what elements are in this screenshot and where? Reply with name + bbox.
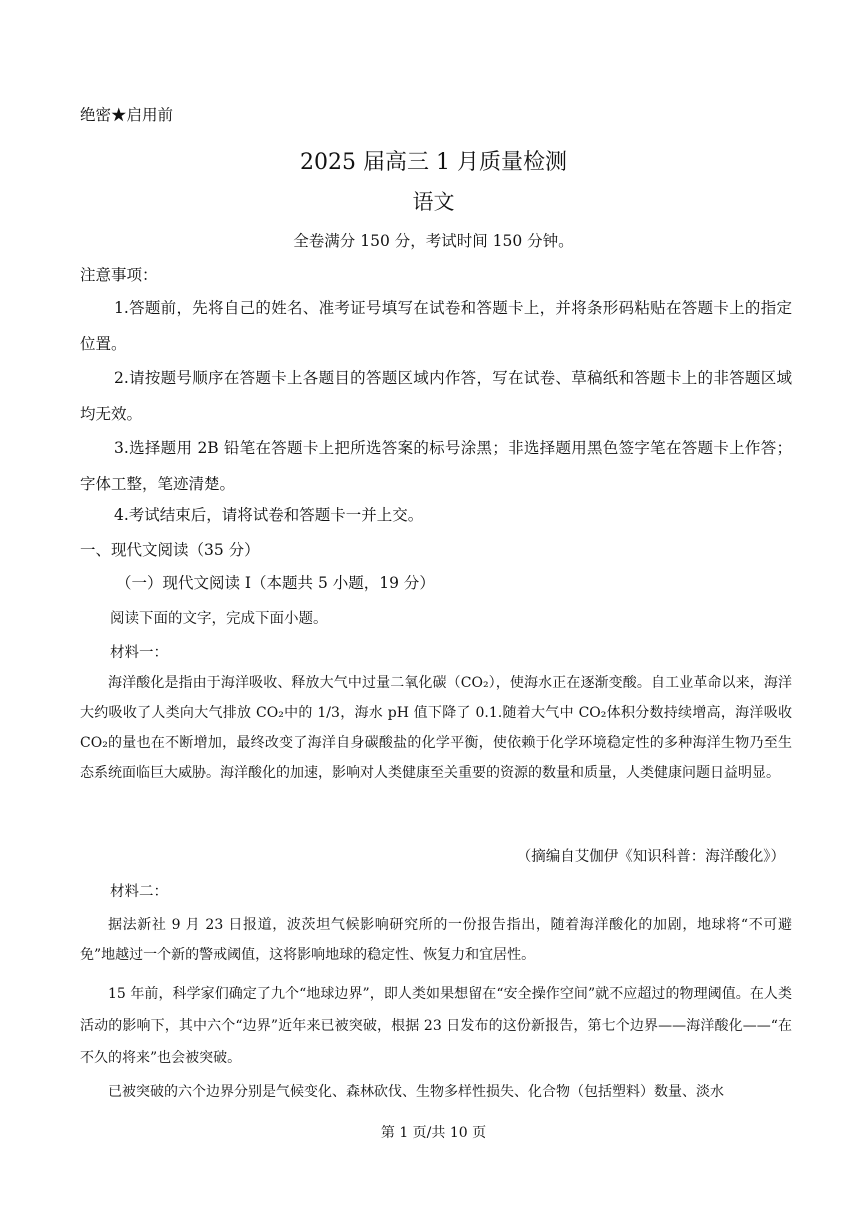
- notice-heading: 注意事项：: [80, 266, 158, 284]
- material2-paragraph: 据法新社 9 月 23 日报道，波茨坦气候影响研究所的一份报告指出，随着海洋酸化的加剧，地球将“不可避免”地越过一个新的警戒阈值，这将影响地球的稳定性、恢复力和宜居性。: [80, 917, 792, 963]
- notice-item: 2.请按题号顺序在答题卡上各题目的答题区域内作答，写在试卷、草稿纸和答题卡上的非答题区域均无效。: [80, 369, 792, 423]
- notice-item: 4.考试结束后，请将试卷和答题卡一并上交。: [114, 506, 424, 524]
- notice-item: 1.答题前，先将自己的姓名、准考证号填写在试卷和答题卡上，并将条形码粘贴在答题卡上的指定位置。: [80, 299, 792, 353]
- secret-label: 绝密★启用前: [80, 106, 174, 124]
- material1-text: 海洋酸化是指由于海洋吸收、释放大气中过量二氧化碳（CO₂），使海水正在逐渐变酸。自工业革命以来，海洋大约吸收了人类向大气排放 CO₂中的 1/3，海水 pH 值下降了 0.1.随着大气中 CO₂体积分数持续增高，海洋吸收 CO₂的量也在不断增加，最终改变了海洋自身碳酸盐的化学平衡，使依赖于化学环境稳定性的多种海洋生物乃至生态系统面临巨大威胁。海洋酸化的加速，影响对人类健康至关重要的资源的数量和质量，人类健康问题日益明显。: [80, 675, 792, 781]
- material2-paragraph: 已被突破的六个边界分别是气候变化、森林砍伐、生物多样性损失、化合物（包括塑料）数量、淡水: [108, 1084, 724, 1100]
- score-info: 全卷满分 150 分，考试时间 150 分钟。: [293, 232, 574, 250]
- instruction: 阅读下面的文字，完成下面小题。: [110, 611, 328, 627]
- material2-paragraph: 15 年前，科学家们确定了九个“地球边界”，即人类如果想留在“安全操作空间”就不应超过的物理阈值。在人类活动的影响下，其中六个“边界”近年来已被突破，根据 23 日发布的这份新报告，第七个边界——海洋酸化——“在不久的将来”也会被突破。: [80, 986, 792, 1066]
- notice-item: 3.选择题用 2B 铅笔在答题卡上把所选答案的标号涂黑；非选择题用黑色签字笔在答题卡上作答；字体工整，笔迹清楚。: [80, 439, 792, 493]
- exam-title: 2025 届高三 1 月质量检测: [300, 150, 567, 175]
- material2-label: 材料二：: [110, 884, 168, 900]
- subject-title: 语文: [412, 190, 455, 214]
- material1-label: 材料一：: [110, 645, 168, 661]
- material1-source: （摘编自艾伽伊《知识科普：海洋酸化》）: [516, 849, 785, 865]
- section-heading: 一、现代文阅读（35 分）: [80, 541, 260, 559]
- sub-section-heading: （一）现代文阅读 I（本题共 5 小题，19 分）: [116, 574, 435, 592]
- page-footer: 第 1 页/共 10 页: [380, 1125, 487, 1141]
